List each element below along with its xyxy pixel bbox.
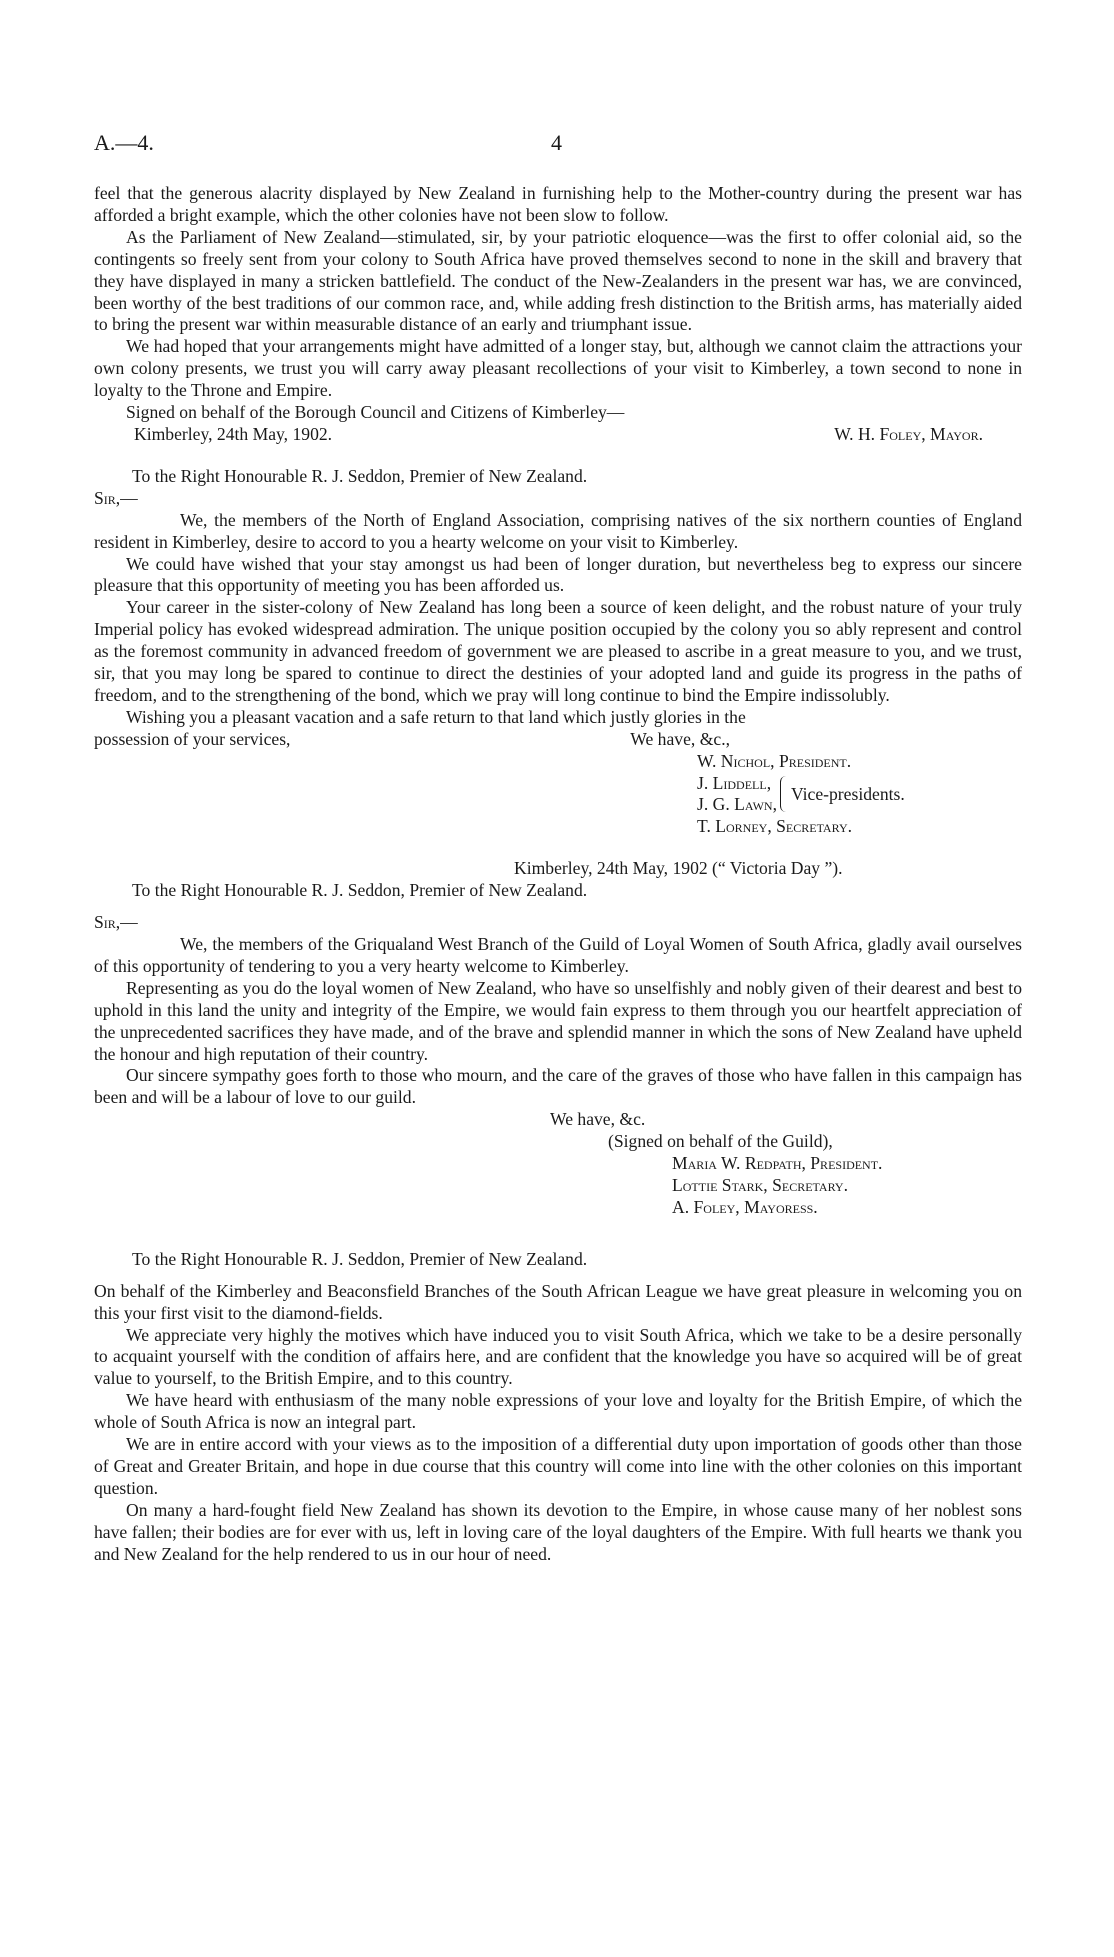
brace-mark	[780, 776, 787, 812]
north-england-address	[94, 466, 1022, 838]
signer-president: W. Nichol, President.	[697, 750, 852, 771]
paragraph: Representing as you do the loyal women of New Zealand, who have so unselfishly and nobly given of their dearest and best to uphold in this land the unity and integrity of the Empire, we would fain express to them through you our heartfelt appreciation of the unprecedented sacrifices they have made, and of the brave and splendid manner in which the sons of New Zealand have upheld the honour and high reputation of their country.	[94, 977, 1022, 1064]
addressee: To the Right Honourable R. J. Seddon, Premier of New Zealand.	[132, 1248, 588, 1269]
signer-vice-president: J. Liddell,	[697, 772, 772, 793]
signer-president: Maria W. Redpath, President.	[672, 1153, 883, 1174]
paragraph: feel that the generous alacrity displayed by New Zealand in furnishing help to the Mother-country during the present war has afforded a bright example, which the other colonies have not been slow to follow.	[94, 183, 1022, 225]
salutation: Sir,—	[94, 912, 138, 933]
paragraph: We are in entire accord with your views as to the imposition of a differential duty upon importation of goods other than those of Great and Greater Britain, and hope in due course that this country will come into line with the other colonies on this important question.	[94, 1434, 1022, 1498]
we-have: We have, &c.	[550, 1109, 646, 1130]
addressee: To the Right Honourable R. J. Seddon, Premier of New Zealand.	[132, 880, 588, 901]
paragraph: Our sincere sympathy goes forth to those who mourn, and the care of the graves of those who have fallen in this campaign has been and will be a labour of love to our guild.	[94, 1065, 1022, 1108]
document-body	[94, 183, 1022, 1565]
signer-vice-president: J. G. Lawn,	[697, 794, 777, 815]
signer-mayoress: A. Foley, Mayoress.	[672, 1196, 818, 1217]
paragraph: As the Parliament of New Zealand—stimulated, sir, by your patriotic eloquence—was the first to offer colonial aid, so the contingents so freely sent from your colony to South Africa have proved themselves second to none in the skill and bravery that they have displayed in many a stricken battlefield. The conduct of the New-Zealanders in the present war has, we are convinced, been worthy of the best traditions of our common race, and, while adding fresh distinction to the British arms, has materially aided to bring the present war within measurable distance of an early and triumphant issue.	[94, 226, 1022, 335]
paragraph: Your career in the sister-colony of New Zealand has long been a source of keen delight, and the robust nature of your truly Imperial policy has evoked widespread admiration. The unique position occupied by the colony you so ably represent and control as the foremost community in advanced freedom of government we are pleased to ascribe in a great measure to you, and we trust, sir, that you may long be spared to continue to direct the destinies of your adopted land and guide its progress in the paths of freedom, and to the strengthening of the bond, which we pray will long continue to bind the Empire indissolubly.	[94, 597, 1022, 705]
page-number: 4	[551, 130, 562, 155]
signer-mayor: W. H. Foley, Mayor.	[834, 423, 983, 444]
place-date: Kimberley, 24th May, 1902 (“ Victoria Day ”).	[514, 858, 843, 879]
paragraph: We appreciate very highly the motives which have induced you to visit South Africa, which we take to be a desire personally to acquaint yourself with the condition of affairs here, and are confident that the knowledge you have so acquired will be of great value to yourself, to the British Empire, and to this country.	[94, 1324, 1022, 1389]
paragraph: Wishing you a pleasant vacation and a safe return to that land which justly glories in the	[126, 706, 746, 727]
paragraph: We could have wished that your stay amongst us had been of longer duration, but nevertheless beg to express our sincere pleasure that this opportunity of meeting you has been afforded us.	[94, 553, 1022, 596]
signer-secretary: Lottie Stark, Secretary.	[672, 1174, 848, 1195]
closing-line	[94, 729, 1022, 751]
paragraph: We have heard with enthusiasm of the many noble expressions of your love and loyalty for the British Empire, of which the whole of South Africa is now an integral part.	[94, 1390, 1022, 1433]
paragraph: On behalf of the Kimberley and Beaconsfield Branches of the South African League we have great pleasure in welcoming you on this your first visit to the diamond-fields.	[94, 1280, 1022, 1323]
league-address	[94, 1249, 1022, 1566]
parliamentary-paper-reference: A.—4.	[94, 130, 154, 155]
kimberley-council-address	[94, 183, 1022, 446]
vice-presidents-group	[697, 773, 1022, 817]
signature-line	[94, 424, 1022, 446]
paragraph: On many a hard-fought field New Zealand has shown its devotion to the Empire, in whose cause many of her noblest sons have fallen; their bodies are for ever with us, left in loving care of the loyal daughters of the Empire. With full hearts we thank you and New Zealand for the help rendered to us in our hour of need.	[94, 1499, 1022, 1564]
paragraph-end: possession of your services,	[94, 728, 291, 749]
guild-address	[94, 858, 1022, 1219]
addressee: To the Right Honourable R. J. Seddon, Premier of New Zealand.	[132, 465, 588, 486]
salutation: Sir,—	[94, 487, 138, 508]
place-date: Kimberley, 24th May, 1902.	[134, 423, 333, 444]
signatories	[697, 751, 1022, 839]
signed-on-behalf: (Signed on behalf of the Guild),	[608, 1131, 833, 1152]
paragraph: We, the members of the Griqualand West Branch of the Guild of Loyal Women of South Africa, gladly avail ourselves of this opportunity of tendering to you a very hearty welcome to Kimberley.	[94, 934, 1022, 976]
paragraph: We, the members of the North of England Association, comprising natives of the six northern counties of England resident in Kimberley, desire to accord to you a hearty welcome on your visit to Kimberley.	[94, 509, 1022, 552]
paragraph: We had hoped that your arrangements might have admitted of a longer stay, but, although we cannot claim the attractions your own colony presents, we trust you will carry away pleasant recollections of your visit to Kimberley, a town second to none in loyalty to the Throne and Empire.	[94, 336, 1022, 401]
we-have: We have, &c.,	[630, 728, 730, 749]
vice-presidents-title: Vice-presidents.	[791, 783, 905, 804]
signer-secretary: T. Lorney, Secretary.	[697, 816, 853, 837]
signed-on-behalf: Signed on behalf of the Borough Council and Citizens of Kimberley—	[126, 402, 625, 423]
